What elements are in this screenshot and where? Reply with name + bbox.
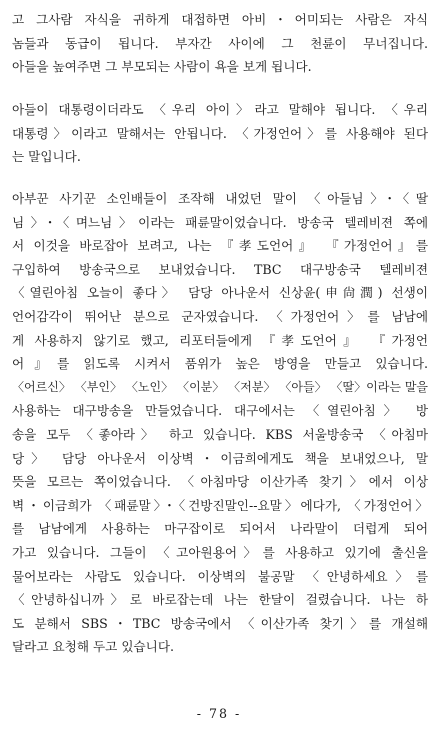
text-line: 는 말입니다. bbox=[12, 149, 81, 165]
text-line: 서 이것을 바로잡아 보려고, 나는 『孝도언어』 『가정언어』를 bbox=[12, 238, 428, 254]
text-line: 놈들과 동급이 됩니다. 부자간 사이에 그 천륜이 무너집니다. bbox=[12, 35, 428, 51]
text-line: 뜻을 모르는 쪽이었습니다. 〈아침마당 이산가족 찾기〉에서 이상 bbox=[12, 474, 428, 490]
page-number: - 78 - bbox=[196, 706, 242, 721]
text-line: 게 사용하지 않기로 했고, 리포터들에게 『孝도언어』 『가정언 bbox=[12, 332, 428, 348]
paragraph-1 bbox=[12, 8, 428, 79]
text-line: 구입하여 방송국으로 보내었습니다. TBC 대구방송국 텔레비젼 bbox=[12, 261, 428, 277]
text-line: 대통령〉이라고 말해서는 안됩니다. 〈가정언어〉를 사용해야 된다 bbox=[12, 125, 428, 141]
text-line: 언어감각이 뛰어난 분으로 군자였습니다. 〈가정언어〉를 남남에 bbox=[12, 308, 428, 324]
text-line: 아들을 높여주면 그 부모되는 사람이 욕을 보게 됩니다. bbox=[12, 59, 312, 75]
text-line: 가고 있습니다. 그들이 〈고아원용어〉를 사용하고 있기에 출신을 bbox=[12, 544, 428, 560]
text-line: 〈열린아침 오늘이 좋다〉 담당 아나운서 신상윤(申尙潤) 선생이 bbox=[12, 285, 428, 301]
text-line: 송을 모두 〈좋아라〉 하고 있습니다. KBS 서울방송국 〈아침마 bbox=[12, 426, 428, 442]
text-line: 사용하는 대구방송을 만들었습니다. 대구에서는 〈열린아침〉 방 bbox=[12, 403, 428, 419]
paragraph-3 bbox=[12, 187, 428, 659]
text-line: 어』를 읽도록 시켜서 품위가 높은 방영을 만들고 있습니다. bbox=[12, 356, 428, 372]
text-line: 고 그사람 자식을 귀하게 대접하면 아비・어미되는 사람은 자식 bbox=[12, 12, 428, 27]
text-line: 당〉 담당 아나운서 이상벽・이금희에게도 책을 보내었으나, 말 bbox=[12, 450, 428, 466]
text-line: 님〉・〈며느님〉이라는 패륜말이었습니다. 방송국 텔레비젼 쪽에 bbox=[12, 214, 428, 230]
text-line: 달라고 요청해 두고 있습니다. bbox=[12, 639, 174, 655]
paragraph-2 bbox=[12, 98, 428, 169]
text-line: 를 남남에게 사용하는 마구잡이로 되어서 나라말이 더럽게 되어 bbox=[12, 521, 428, 537]
text-line: 벽・이금희가 〈패륜말〉・〈건방진말인--요말〉에다가, 〈가정언어〉 bbox=[12, 497, 428, 513]
text-line: 도 분해서 SBS・TBC 방송국에서 〈이산가족 찾기〉를 개설해 bbox=[12, 615, 428, 631]
text-line: 아부꾼 사기꾼 소인배들이 조작해 내었던 말이 〈아들님〉・〈딸 bbox=[12, 191, 428, 206]
text-line: 물어보라는 사람도 있습니다. 이상벽의 불공말 〈안녕하세요〉를 bbox=[12, 568, 428, 584]
text-line: 〈어르신〉 〈부인〉 〈노인〉 〈이분〉 〈저분〉 〈아들〉 〈딸〉이라는 말을 bbox=[12, 379, 428, 394]
text-line: 〈안녕하십니까〉로 바로잡는데 나는 한달이 걸렸습니다. 나는 하 bbox=[12, 592, 428, 608]
text-line: 아들이 대통령이더라도 〈우리 아이〉라고 말해야 됩니다. 〈우리 bbox=[12, 102, 428, 117]
